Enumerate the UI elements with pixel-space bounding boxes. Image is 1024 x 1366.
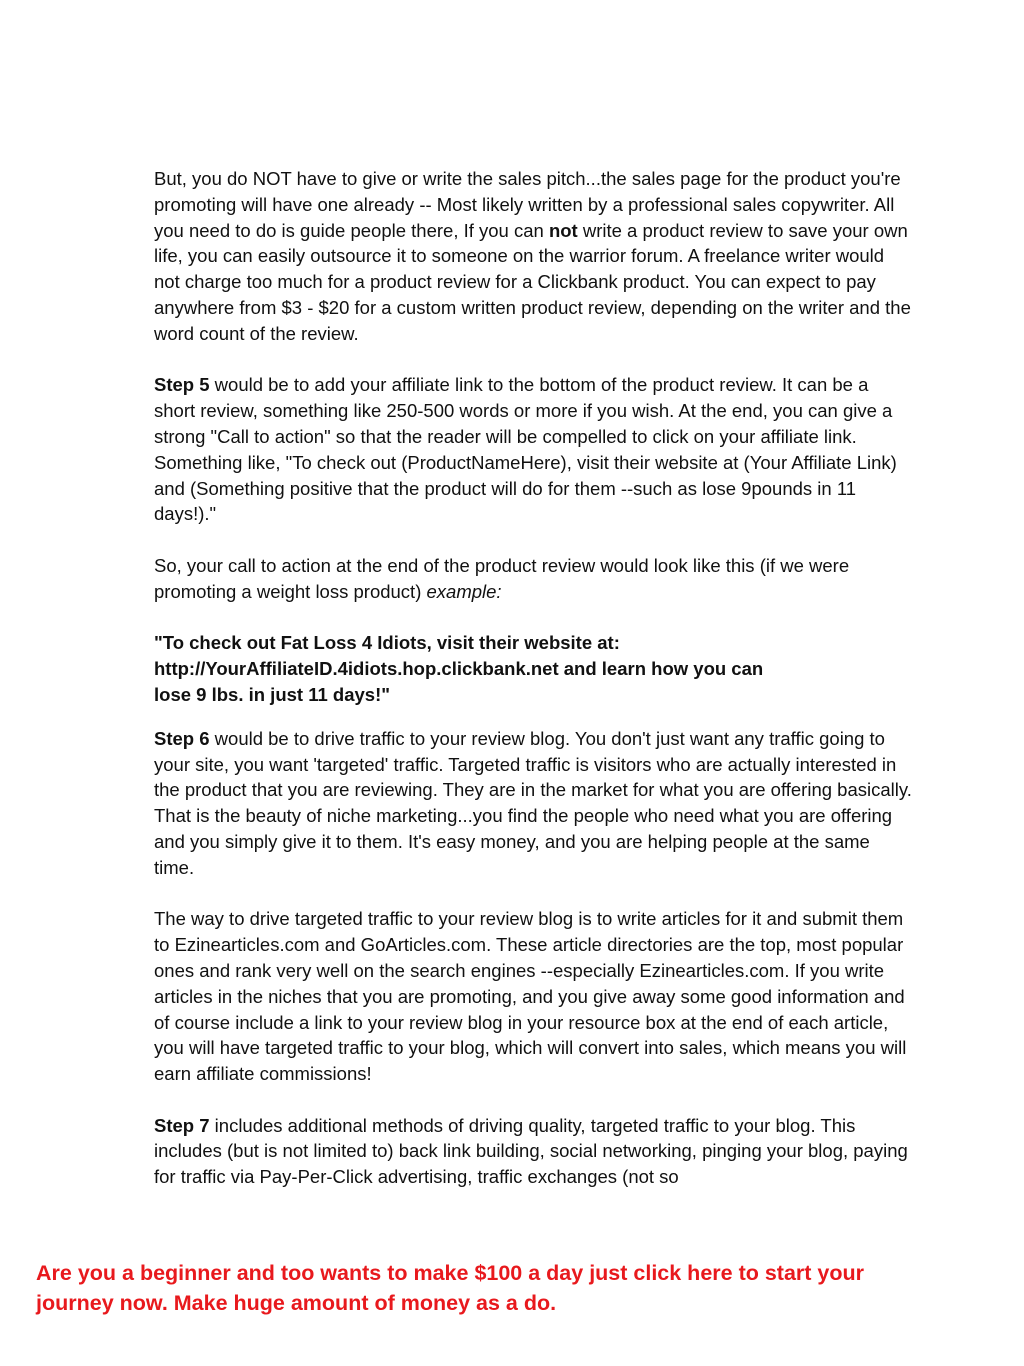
step-6-label: Step 6 bbox=[154, 727, 210, 749]
quote-line: http://YourAffiliateID.4idiots.hop.clickbank.net and learn how you can bbox=[154, 658, 764, 680]
paragraph-sales-pitch bbox=[154, 166, 914, 347]
step-5-label: Step 5 bbox=[154, 374, 210, 396]
emphasis-not: not bbox=[548, 219, 578, 241]
step-7-text: includes additional methods of driving quality, targeted traffic to your blog. This includes (but is not limited to) back link building, social networking, pinging your blog, paying for traffic via Pay-Per-Click advertising, traffic exchanges (not so bbox=[154, 1114, 908, 1188]
paragraph-step-7 bbox=[154, 1113, 914, 1190]
step-7-label: Step 7 bbox=[154, 1114, 210, 1136]
paragraph-step-6 bbox=[154, 726, 914, 881]
quote-line: lose 9 lbs. in just 11 days!" bbox=[154, 683, 391, 705]
step-5-text: would be to add your affiliate link to the bottom of the product review. It can be a short review, something like 250-500 words or more if you wish. At the end, you can give a strong "Call to action" so that the reader will be compelled to click on your affiliate link. Something like, "To check out (ProductNameHere), visit their website at (Your Affiliate Link) and (Something positive that the product will do for them --such as lose 9pounds in 11 days!)." bbox=[154, 374, 897, 525]
example-quote bbox=[154, 630, 914, 707]
paragraph-text: write a product review to save your own life, you can easily outsource it to someone on the warrior forum. A freelance writer would not charge too much for a product review for a Clickbank product. You can expect to pay anywhere from $3 - $20 for a custom written product review, depending on the writer and the word count of the review. bbox=[154, 219, 911, 344]
promo-line[interactable]: Are you a beginner and too wants to make $100 a day just click here to start your bbox=[36, 1261, 865, 1285]
promo-link[interactable] bbox=[36, 1258, 996, 1318]
paragraph-targeted-traffic: The way to drive targeted traffic to your review blog is to write articles for it and submit them to Ezinearticles.com and GoArticles.com. These article directories are the top, most popular ones and rank very well on the search engines --especially Ezinearticles.com. If you write articles in the niches that you are promoting, and you give away some good information and of course include a link to your review blog in your resource box at the end of each article, you will have targeted traffic to your blog, which will convert into sales, which means you will earn affiliate commissions! bbox=[154, 908, 907, 1085]
quote-line: "To check out Fat Loss 4 Idiots, visit their website at: bbox=[154, 632, 620, 654]
paragraph-call-to-action bbox=[154, 553, 914, 605]
promo-line[interactable]: journey now. Make huge amount of money as a do. bbox=[36, 1291, 557, 1315]
paragraph-step-5 bbox=[154, 372, 914, 527]
cta-example-label: example: bbox=[426, 580, 502, 602]
cta-intro-text: So, your call to action at the end of the product review would look like this (if we were promoting a weight loss product) bbox=[154, 554, 850, 602]
document-body bbox=[154, 166, 914, 1190]
paragraph-text: But, you do NOT have to give or write the sales pitch...the sales page for the product you're promoting will have one already -- Most likely written by a professional sales copywriter. All you need to do is guide people there, If you can bbox=[154, 168, 901, 241]
step-6-text: would be to drive traffic to your review blog. You don't just want any traffic going to your site, you want 'targeted' traffic. Targeted traffic is visitors who are actually interested in the product that you are reviewing. They are in the market for what you are offering basically. That is the beauty of niche marketing...you find the people who need what you are offering and you simply give it to them. It's easy money, and you are helping people at the same time. bbox=[154, 727, 912, 878]
